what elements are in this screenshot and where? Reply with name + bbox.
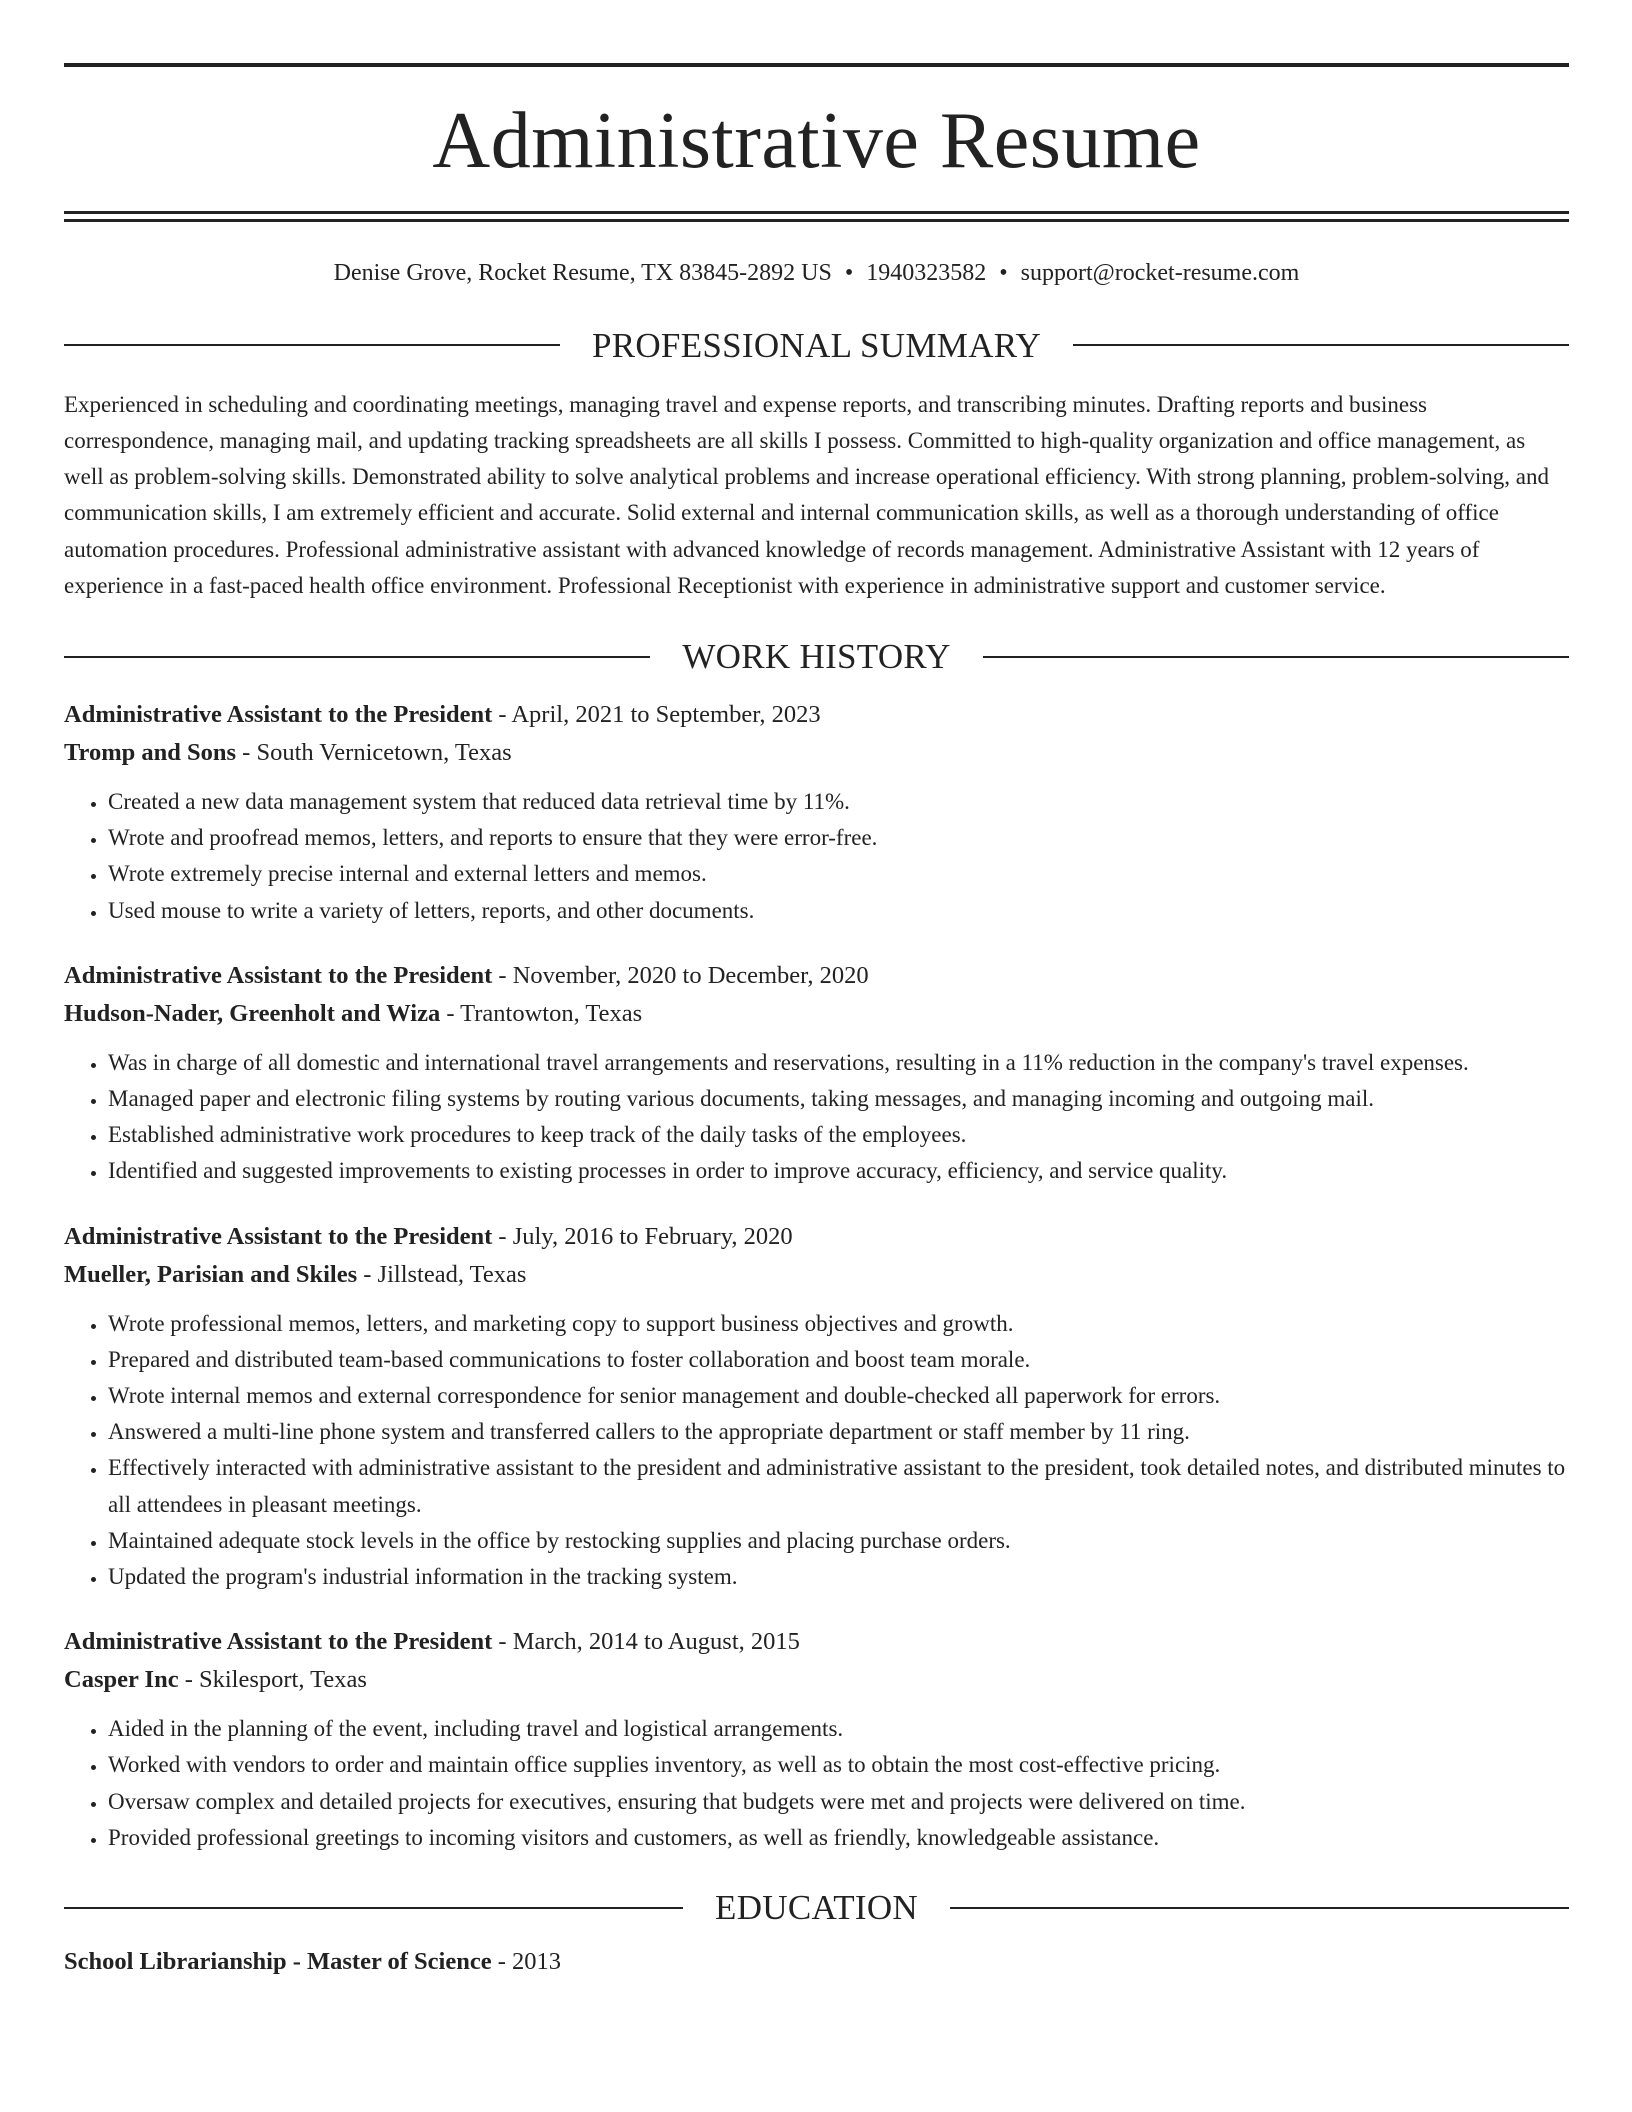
- section-title-education: EDUCATION: [715, 1888, 918, 1928]
- job-company: Mueller, Parisian and Skiles: [64, 1260, 358, 1288]
- contact-address: Denise Grove, Rocket Resume, TX 83845-2892 US: [333, 260, 832, 286]
- bullet-item: • Maintained adequate stock levels in the office by restocking supplies and placing purchase orders.: [108, 1523, 1569, 1559]
- job-dates: - March, 2014 to August, 2015: [492, 1628, 800, 1656]
- job-bullets: [64, 1306, 1569, 1596]
- section-header-work: [64, 637, 1569, 677]
- top-rule: [64, 63, 1569, 67]
- job-title: Administrative Assistant to the President: [64, 961, 493, 989]
- section-rule: [64, 344, 560, 346]
- job-title-line: [64, 696, 1569, 734]
- job-company-line: [64, 1256, 1569, 1294]
- page-title: Administrative Resume: [432, 97, 1201, 185]
- section-rule: [950, 1907, 1569, 1909]
- contact-phone: 1940323582: [866, 260, 987, 286]
- bullet-item: • Updated the program's industrial information in the tracking system.: [108, 1559, 1569, 1595]
- education-year: - 2013: [491, 1948, 562, 1976]
- job-bullets: [64, 1045, 1569, 1190]
- job-title: Administrative Assistant to the President: [64, 1222, 493, 1250]
- bullet-item: • Prepared and distributed team-based communications to foster collaboration and boost team morale.: [108, 1342, 1569, 1378]
- contact-separator: •: [999, 260, 1008, 286]
- job-location: - Trantowton, Texas: [440, 999, 643, 1027]
- job-company: Casper Inc: [64, 1666, 179, 1694]
- bullet-item: • Used mouse to write a variety of letters, reports, and other documents.: [108, 893, 1569, 929]
- contact-email[interactable]: support@rocket-resume.com: [1020, 260, 1300, 286]
- education-entry: [64, 1943, 1569, 1981]
- section-rule: [64, 656, 650, 658]
- bullet-item: • Effectively interacted with administrative assistant to the president and administrative assistant to the president, took detailed notes, and distributed minutes to all attendees in pleasant meetings.: [108, 1450, 1569, 1522]
- bullet-item: • Provided professional greetings to incoming visitors and customers, as well as friendly, knowledgeable assistance.: [108, 1820, 1569, 1856]
- job-title-line: [64, 1623, 1569, 1661]
- job-location: - Skilesport, Texas: [178, 1666, 367, 1694]
- bullet-item: • Wrote extremely precise internal and external letters and memos.: [108, 856, 1569, 892]
- bullet-item: • Worked with vendors to order and maintain office supplies inventory, as well as to obtain the most cost-effective pricing.: [108, 1747, 1569, 1783]
- summary-text: Experienced in scheduling and coordinating meetings, managing travel and expense reports, and transcribing minutes. Drafting reports and business correspondence, managing mail, and updating tracking spreadsheets are all skills I possess. Committed to high-quality organization and office management, as well as problem-solving skills. Demonstrated ability to solve analytical problems and increase operational efficiency. With strong planning, problem-solving, and communication skills, I am extremely efficient and accurate. Solid external and internal communication skills, as well as a thorough understanding of office automation procedures. Professional administrative assistant with advanced knowledge of records management. Administrative Assistant with 12 years of experience in a fast-paced health office environment. Professional Receptionist with experience in administrative support and customer service.: [64, 391, 1549, 598]
- job-company: Tromp and Sons: [64, 739, 237, 767]
- bullet-item: • Created a new data management system that reduced data retrieval time by 11%.: [108, 784, 1569, 820]
- work-history-list: [64, 696, 1569, 1856]
- job-title-line: [64, 1218, 1569, 1256]
- job-title: Administrative Assistant to the President: [64, 701, 493, 729]
- job-company-line: [64, 1661, 1569, 1699]
- job-location: - South Vernicetown, Texas: [236, 739, 512, 767]
- section-rule: [64, 1907, 683, 1909]
- bullet-item: • Wrote internal memos and external correspondence for senior management and double-checked all paperwork for errors.: [108, 1378, 1569, 1414]
- contact-separator: •: [844, 260, 854, 286]
- education-degree: School Librarianship - Master of Science: [64, 1948, 492, 1976]
- bullet-item: • Established administrative work procedures to keep track of the daily tasks of the employees.: [108, 1117, 1569, 1153]
- bullet-item: • Aided in the planning of the event, including travel and logistical arrangements.: [108, 1711, 1569, 1747]
- bullet-item: • Answered a multi-line phone system and transferred callers to the appropriate department or staff member by 11 ring.: [108, 1414, 1569, 1450]
- section-header-summary: [64, 325, 1569, 365]
- job-title: Administrative Assistant to the President: [64, 1628, 493, 1656]
- section-title-summary: PROFESSIONAL SUMMARY: [591, 325, 1042, 365]
- contact-line: [64, 259, 1569, 288]
- job-company-line: [64, 995, 1569, 1033]
- bullet-item: • Oversaw complex and detailed projects for executives, ensuring that budgets were met and projects were delivered on time.: [108, 1784, 1569, 1820]
- job-bullets: [64, 784, 1569, 929]
- title-rule-upper: [64, 211, 1569, 214]
- job-title-line: [64, 957, 1569, 995]
- job-location: - Jillstead, Texas: [357, 1260, 527, 1288]
- title-rule-lower: [64, 219, 1569, 222]
- section-title-work: WORK HISTORY: [682, 637, 951, 677]
- bullet-item: • Managed paper and electronic filing systems by routing various documents, taking messages, and managing incoming and outgoing mail.: [108, 1081, 1569, 1117]
- bullet-item: • Wrote professional memos, letters, and marketing copy to support business objectives and growth.: [108, 1306, 1569, 1342]
- resume-page: [64, 0, 1569, 1981]
- job-company: Hudson-Nader, Greenholt and Wiza: [64, 999, 441, 1027]
- bullet-item: • Wrote and proofread memos, letters, and reports to ensure that they were error-free.: [108, 820, 1569, 856]
- job-company-line: [64, 734, 1569, 772]
- job-bullets: [64, 1711, 1569, 1856]
- job-entry: [64, 696, 1569, 929]
- job-entry: [64, 957, 1569, 1190]
- bullet-item: • Identified and suggested improvements to existing processes in order to improve accuracy, efficiency, and service quality.: [108, 1153, 1569, 1189]
- section-header-education: [64, 1888, 1569, 1928]
- job-dates: - November, 2020 to December, 2020: [492, 961, 869, 989]
- job-dates: - April, 2021 to September, 2023: [492, 701, 821, 729]
- section-rule: [1073, 344, 1569, 346]
- section-rule: [983, 656, 1569, 658]
- job-entry: [64, 1218, 1569, 1596]
- job-entry: [64, 1623, 1569, 1856]
- job-dates: - July, 2016 to February, 2020: [492, 1222, 793, 1250]
- bullet-item: • Was in charge of all domestic and international travel arrangements and reservations, resulting in a 11% reduction in the company's travel expenses.: [108, 1045, 1569, 1081]
